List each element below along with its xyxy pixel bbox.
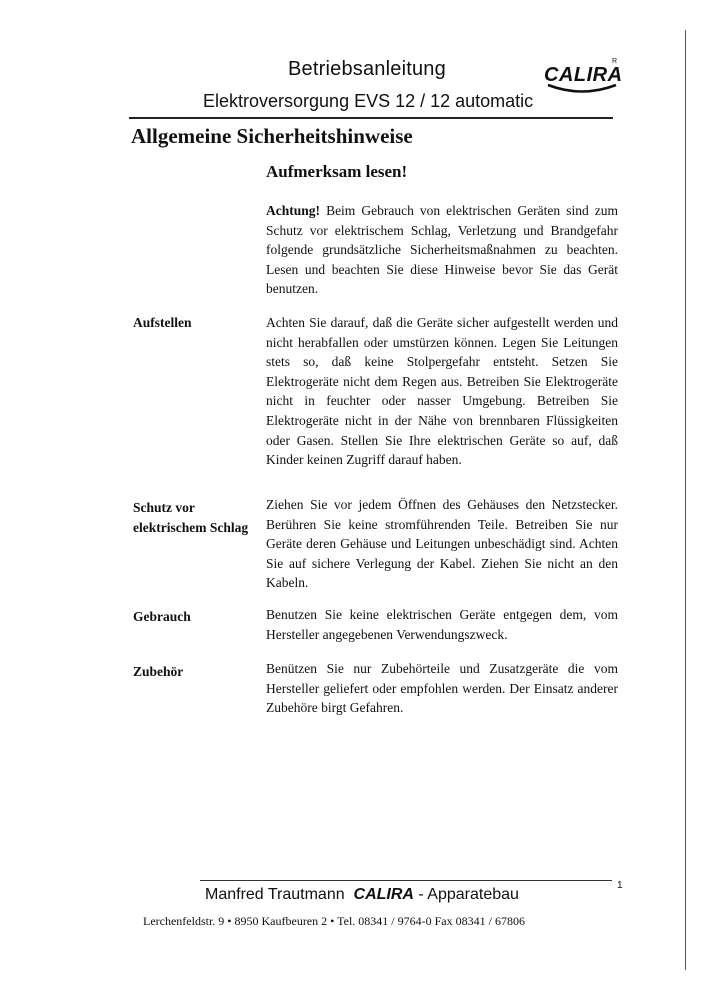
footer-divider: [200, 880, 612, 881]
label-zubehoer: Zubehör: [133, 664, 184, 679]
text-aufstellen: Achten Sie darauf, daß die Geräte sicher aufgestellt werden und nicht herabfallen oder umstürzen können. Legen Sie Leitungen stets so, daß keine Stolpergefahr entsteht. Setzen Sie Elektrogeräte nicht dem Regen aus. Betreiben Sie Elektrogeräte nicht in feuchter oder nasser Umgebung. Betreiben Sie Elektrogeräte nicht in der Nähe von brennbaren Flüssigkeiten oder Gasen. Stellen Sie Ihre elektrischen Geräte so auf, daß Kinder keinen Zugriff darauf haben.: [266, 315, 618, 468]
footer-brand: CALIRA: [353, 886, 414, 903]
label-schutz: Schutz vor elektrischem Schlag: [133, 500, 249, 535]
manual-title: Betriebsanleitung: [288, 58, 446, 80]
text-zubehoer: Benützen Sie nur Zubehörteile und Zusatzgeräte die vom Hersteller geliefert oder empfohlen werden. Der Einsatz anderer Zubehöre birgt Gefahren.: [266, 661, 618, 716]
footer-address: Lerchenfeldstr. 9 • 8950 Kaufbeuren 2 • Tel. 08341 / 9764-0 Fax 08341 / 67806: [143, 914, 525, 928]
label-gebrauch: Gebrauch: [133, 609, 191, 624]
text-gebrauch: Benutzen Sie keine elektrischen Geräte entgegen dem, vom Hersteller angegebenen Verwendungszweck.: [266, 607, 618, 642]
section-title: Allgemeine Sicherheitshinweise: [131, 124, 413, 148]
text-schutz: Ziehen Sie vor jedem Öffnen des Gehäuses den Netzstecker. Berühren Sie keine stromführenden Teile. Betreiben Sie nur Geräte deren Gehäuse und Leitungen unbeschädigt sind. Achten Sie auf sichere Verlegung der Kabel. Ziehen Sie nicht an den Kabeln.: [266, 497, 618, 591]
label-aufstellen: Aufstellen: [133, 315, 192, 330]
intro-paragraph: [266, 201, 618, 299]
logo-wordmark: CALIRA: [544, 64, 623, 86]
read-carefully-heading: Aufmerksam lesen!: [266, 162, 408, 181]
page-edge-rule: [685, 30, 686, 970]
page-mark: 1: [617, 880, 623, 891]
footer-company: [205, 886, 519, 904]
footer-name: Manfred Trautmann: [205, 886, 345, 903]
warning-lead: Achtung!: [266, 203, 321, 218]
footer-suffix: - Apparatebau: [418, 886, 519, 903]
calira-logo: [540, 56, 622, 106]
registered-mark: R: [612, 58, 618, 65]
intro-text: Beim Gebrauch von elektrischen Geräten sind zum Schutz vor elektrischem Schlag, Verletzung und Brandgefahr folgende grundsätzliche Sicherheitsmaßnahmen zu beachten. Lesen und beachten Sie diese Hinweise bevor Sie das Gerät benutzen.: [266, 203, 618, 297]
product-subtitle: Elektroversorgung EVS 12 / 12 automatic: [203, 91, 534, 111]
logo-swoosh-icon: [546, 82, 618, 96]
header-divider: [129, 117, 613, 119]
